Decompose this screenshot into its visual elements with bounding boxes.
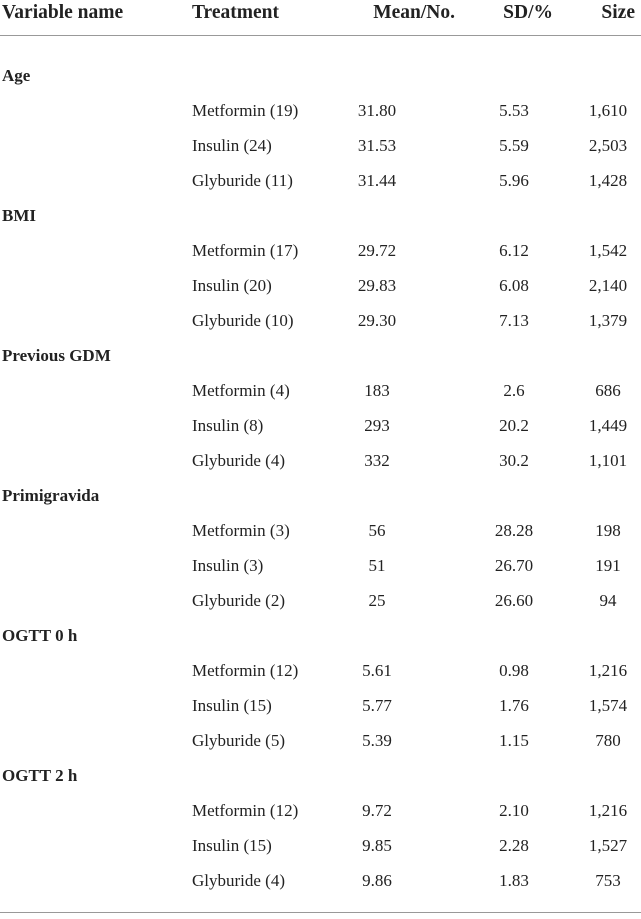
sd-cell: 26.70 bbox=[494, 556, 534, 575]
table-row bbox=[0, 304, 641, 339]
group-label: OGTT 0 h bbox=[2, 626, 78, 645]
header-mean: Mean/No. bbox=[325, 0, 455, 35]
mean-cell: 5.39 bbox=[362, 731, 392, 750]
bottom-rule-cell bbox=[0, 899, 641, 913]
group-row bbox=[0, 479, 641, 514]
mean-cell: 31.44 bbox=[357, 171, 397, 190]
spacer-cell bbox=[0, 35, 641, 59]
variable-cell bbox=[0, 444, 185, 479]
treatment-cell: Glyburide (10) bbox=[192, 311, 294, 330]
treatment-cell: Insulin (8) bbox=[192, 416, 264, 435]
table-row bbox=[0, 724, 641, 759]
treatment-cell: Glyburide (2) bbox=[192, 591, 286, 610]
mean-cell: 332 bbox=[364, 451, 390, 470]
variable-cell bbox=[0, 409, 185, 444]
variable-cell bbox=[0, 689, 185, 724]
table-row bbox=[0, 654, 641, 689]
mean-cell: 56 bbox=[368, 521, 386, 540]
sd-cell: 5.53 bbox=[499, 101, 529, 120]
sd-cell: 1.76 bbox=[499, 696, 529, 715]
mean-cell: 293 bbox=[364, 416, 390, 435]
variable-cell bbox=[0, 234, 185, 269]
header-row bbox=[0, 0, 641, 35]
variable-cell bbox=[0, 549, 185, 584]
table-row bbox=[0, 794, 641, 829]
treatment-cell: Insulin (15) bbox=[192, 696, 272, 715]
size-cell: 94 bbox=[599, 591, 617, 610]
treatment-cell: Insulin (24) bbox=[192, 136, 272, 155]
treatment-cell: Metformin (17) bbox=[192, 241, 299, 260]
mean-cell: 31.53 bbox=[357, 136, 397, 155]
mean-cell: 31.80 bbox=[357, 101, 397, 120]
group-label: Primigravida bbox=[2, 486, 100, 505]
table-row bbox=[0, 689, 641, 724]
table-row bbox=[0, 444, 641, 479]
size-cell: 198 bbox=[595, 521, 621, 540]
table-row bbox=[0, 514, 641, 549]
treatment-cell: Glyburide (11) bbox=[192, 171, 293, 190]
table-row bbox=[0, 164, 641, 199]
header-sd: SD/% bbox=[455, 0, 553, 35]
size-cell: 753 bbox=[595, 871, 621, 890]
sd-cell: 2.6 bbox=[503, 381, 525, 400]
variable-cell bbox=[0, 164, 185, 199]
sd-cell: 2.28 bbox=[499, 836, 529, 855]
table-row bbox=[0, 549, 641, 584]
size-cell: 2,140 bbox=[588, 276, 628, 295]
sd-cell: 5.59 bbox=[499, 136, 529, 155]
mean-cell: 29.30 bbox=[357, 311, 397, 330]
group-row bbox=[0, 59, 641, 94]
size-cell: 686 bbox=[595, 381, 621, 400]
treatment-cell: Insulin (3) bbox=[192, 556, 264, 575]
mean-cell: 51 bbox=[368, 556, 386, 575]
table-row bbox=[0, 584, 641, 619]
sd-cell: 20.2 bbox=[499, 416, 529, 435]
treatment-cell: Metformin (19) bbox=[192, 101, 299, 120]
sd-cell: 6.08 bbox=[499, 276, 529, 295]
sd-cell: 0.98 bbox=[499, 661, 529, 680]
sd-cell: 30.2 bbox=[499, 451, 529, 470]
size-cell: 1,101 bbox=[588, 451, 628, 470]
size-cell: 780 bbox=[595, 731, 621, 750]
variable-cell bbox=[0, 304, 185, 339]
variable-cell bbox=[0, 94, 185, 129]
size-cell: 1,216 bbox=[588, 661, 628, 680]
variable-cell bbox=[0, 514, 185, 549]
sd-cell: 5.96 bbox=[499, 171, 529, 190]
size-cell: 2,503 bbox=[588, 136, 628, 155]
group-label: Previous GDM bbox=[2, 346, 111, 365]
variable-cell bbox=[0, 584, 185, 619]
mean-cell: 9.85 bbox=[362, 836, 392, 855]
treatment-cell: Metformin (12) bbox=[192, 661, 299, 680]
table-row bbox=[0, 374, 641, 409]
variable-cell bbox=[0, 829, 185, 864]
group-label: Age bbox=[2, 66, 31, 85]
group-row bbox=[0, 339, 641, 374]
table-row bbox=[0, 864, 641, 899]
header-treatment: Treatment bbox=[185, 0, 325, 35]
variable-cell bbox=[0, 374, 185, 409]
table-row bbox=[0, 829, 641, 864]
mean-cell: 29.72 bbox=[357, 241, 397, 260]
treatment-cell: Glyburide (4) bbox=[192, 871, 286, 890]
table-row bbox=[0, 234, 641, 269]
sd-cell: 6.12 bbox=[499, 241, 529, 260]
group-row bbox=[0, 759, 641, 794]
sd-cell: 28.28 bbox=[494, 521, 534, 540]
table-row bbox=[0, 269, 641, 304]
variable-cell bbox=[0, 129, 185, 164]
table-bottom-rule bbox=[0, 899, 641, 913]
mean-cell: 9.86 bbox=[362, 871, 392, 890]
size-cell: 1,610 bbox=[588, 101, 628, 120]
treatment-cell: Metformin (3) bbox=[192, 521, 290, 540]
variable-cell bbox=[0, 724, 185, 759]
header-variable-name: Variable name bbox=[0, 0, 185, 35]
group-label: OGTT 2 h bbox=[2, 766, 78, 785]
sd-cell: 1.83 bbox=[499, 871, 529, 890]
sd-cell: 7.13 bbox=[499, 311, 529, 330]
mean-cell: 5.61 bbox=[362, 661, 392, 680]
table-row bbox=[0, 129, 641, 164]
header-spacer bbox=[0, 35, 641, 59]
variable-cell bbox=[0, 269, 185, 304]
treatment-cell: Metformin (4) bbox=[192, 381, 290, 400]
table-body bbox=[0, 35, 641, 912]
treatment-cell: Metformin (12) bbox=[192, 801, 299, 820]
mean-cell: 25 bbox=[368, 591, 386, 610]
mean-cell: 9.72 bbox=[362, 801, 392, 820]
sd-cell: 26.60 bbox=[494, 591, 534, 610]
header-size: Size bbox=[553, 0, 641, 35]
table-header bbox=[0, 0, 641, 35]
treatment-cell: Glyburide (4) bbox=[192, 451, 286, 470]
mean-cell: 29.83 bbox=[357, 276, 397, 295]
sd-cell: 2.10 bbox=[499, 801, 529, 820]
group-row bbox=[0, 619, 641, 654]
size-cell: 1,379 bbox=[588, 311, 628, 330]
sd-cell: 1.15 bbox=[499, 731, 529, 750]
size-cell: 191 bbox=[595, 556, 621, 575]
table-row bbox=[0, 409, 641, 444]
treatment-cell: Insulin (20) bbox=[192, 276, 272, 295]
size-cell: 1,574 bbox=[588, 696, 628, 715]
mean-cell: 5.77 bbox=[362, 696, 392, 715]
size-cell: 1,216 bbox=[588, 801, 628, 820]
size-cell: 1,428 bbox=[588, 171, 628, 190]
size-cell: 1,542 bbox=[588, 241, 628, 260]
mean-cell: 183 bbox=[364, 381, 390, 400]
group-label: BMI bbox=[2, 206, 36, 225]
size-cell: 1,527 bbox=[588, 836, 628, 855]
variable-cell bbox=[0, 794, 185, 829]
table-row bbox=[0, 94, 641, 129]
group-row bbox=[0, 199, 641, 234]
treatment-cell: Glyburide (5) bbox=[192, 731, 286, 750]
variable-cell bbox=[0, 654, 185, 689]
size-cell: 1,449 bbox=[588, 416, 628, 435]
variable-cell bbox=[0, 864, 185, 899]
treatment-cell: Insulin (15) bbox=[192, 836, 272, 855]
